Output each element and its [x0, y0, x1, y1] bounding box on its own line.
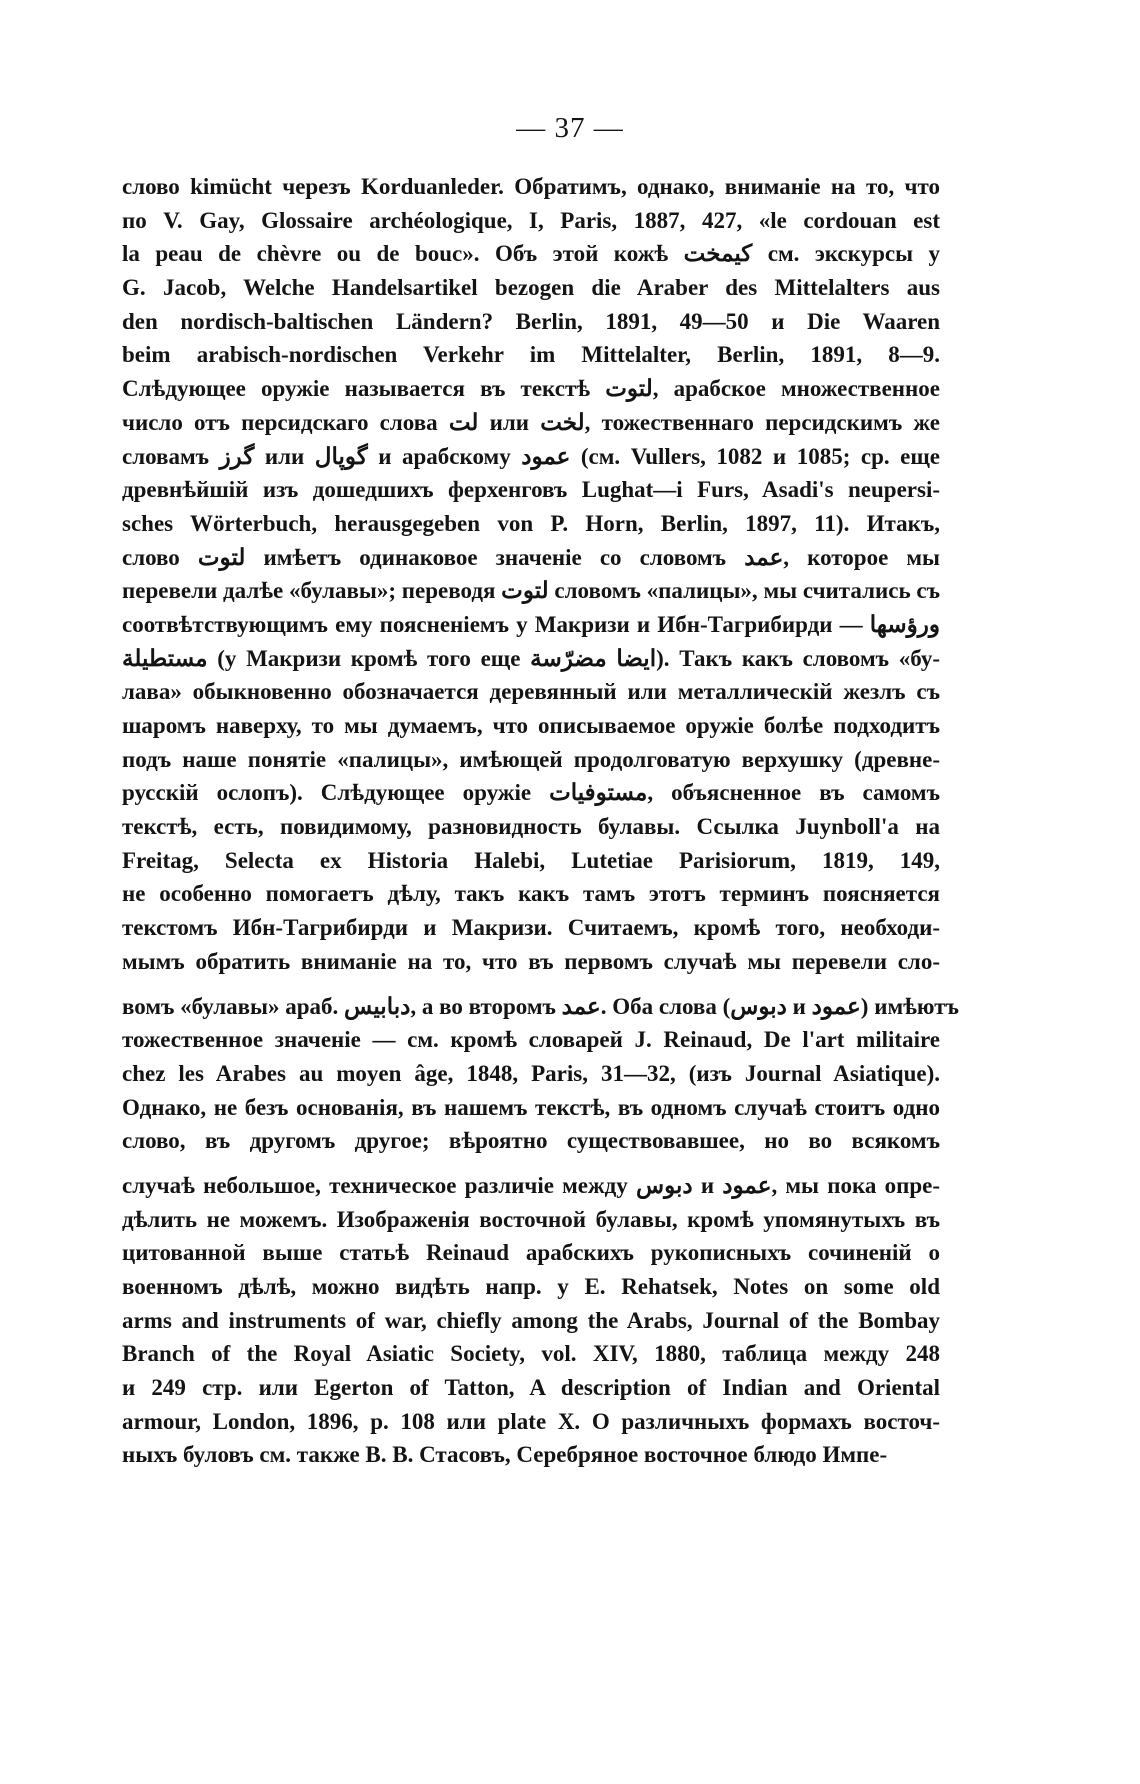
text-line: вомъ «булавы» араб. دبابيس, а во второмъ عمد. Оба слова (دبوس и عمود) имѣютъ [122, 993, 959, 1019]
text-line: مستطيلة (у Макризи кромѣ того еще ايضا مضرّسة). Такъ какъ словомъ «бу- [122, 645, 940, 671]
text-line: подъ наше понятіе «палицы», имѣющей продолговатую верхушку (древне- [122, 746, 940, 772]
text-line: beim arabisch-nordischen Verkehr im Mittelalter, Berlin, 1891, 8—9. [122, 342, 940, 368]
text-line: случаѣ небольшое, техническое различіе между دبوس и عمود, мы пока опре- [122, 1172, 940, 1198]
text-line: лава» обыкновенно обозначается деревянный или металлическій жезлъ съ [122, 679, 940, 705]
text-line: не особенно помогаетъ дѣлу, такъ какъ тамъ этотъ терминъ поясняется [122, 881, 940, 907]
text-line: русскій ослопъ). Слѣдующее оружіе مستوفيات, объясненное въ самомъ [122, 780, 940, 806]
text-line: древнѣйшій изъ дошедшихъ ферхенговъ Lughat—i Furs, Asadi's neupersi- [122, 477, 940, 503]
text-line: Слѣдующее оружіе называется въ текстѣ لتوت, арабское множественное [122, 376, 940, 402]
text-line: цитованной выше статьѣ Reinaud арабскихъ рукописныхъ сочиненій о [122, 1240, 940, 1266]
text-line: G. Jacob, Welche Handelsartikel bezogen die Araber des Mittelalters aus [122, 275, 940, 301]
text-line: arms and instruments of war, chiefly among the Arabs, Journal of the Bombay [122, 1307, 940, 1333]
page-number: — 37 — [516, 112, 624, 144]
text-line: chez les Arabes au moyen âge, 1848, Paris, 31—32, (изъ Journal Asiatique). [122, 1060, 940, 1086]
text-line: слово, въ другомъ другое; вѣроятно существовавшее, но во всякомъ [122, 1128, 940, 1154]
text-line: слово لتوت имѣетъ одинаковое значеніе со словомъ عمد, которое мы [122, 544, 941, 570]
text-line: слово kimücht черезъ Korduanleder. Обратимъ, однако, вниманіе на то, что [122, 174, 940, 199]
text-line: тожественное значеніе — см. кромѣ словарей J. Reinaud, De l'art militaire [122, 1027, 940, 1053]
text-line: sches Wörterbuch, herausgegeben von P. Horn, Berlin, 1897, 11). Итакъ, [122, 510, 940, 536]
text-line: Однако, не безъ основанія, въ нашемъ текстѣ, въ одномъ случаѣ стоитъ одно [122, 1094, 940, 1120]
text-line: текстомъ Ибн-Тагрибирди и Макризи. Считаемъ, кромѣ того, необходи- [122, 915, 940, 941]
text-line: соотвѣтствующимъ ему поясненіемъ у Макризи и Ибн-Тагрибирди — ورؤسها [122, 611, 940, 637]
text-line: шаромъ наверху, то мы думаемъ, что описываемое оружіе болѣе подходитъ [122, 713, 940, 738]
text-line: по V. Gay, Glossaire archéologique, I, Paris, 1887, 427, «le cordouan est [122, 207, 940, 233]
text-line: текстѣ, есть, повидимому, разновидность булавы. Ссылка Juynboll'a на [122, 814, 940, 840]
text-line: Freitag, Selecta ex Historia Halebi, Lutetiae Parisiorum, 1819, 149, [122, 847, 940, 873]
text-line: словамъ گرز или گوپال и арабскому عمود (см. Vullers, 1082 и 1085; ср. еще [122, 443, 940, 469]
text-line: den nordisch-baltischen Ländern? Berlin, 1891, 49—50 и Die Waaren [122, 308, 940, 334]
body-text [122, 170, 959, 1472]
text-line: la peau de chèvre ou de bouc». Объ этой кожѣ كيمخت см. экскурсы у [122, 241, 940, 267]
text-line: ныхъ буловъ см. также В. В. Стасовъ, Серебряное восточное блюдо Импе- [122, 1442, 888, 1468]
text-line: перевели далѣе «булавы»; переводя لتوت словомъ «палицы», мы считались съ [122, 578, 940, 604]
text-line: мымъ обратить вниманіе на то, что въ первомъ случаѣ мы перевели сло- [122, 948, 940, 974]
text-line: дѣлить не можемъ. Изображенія восточной булавы, кромѣ упомянутыхъ въ [122, 1206, 940, 1232]
text-line: и 249 стр. или Egerton of Tatton, A description of Indian and Oriental [122, 1375, 940, 1401]
text-line: Branch of the Royal Asiatic Society, vol. XIV, 1880, таблица между 248 [122, 1341, 940, 1367]
text-line: число отъ персидскаго слова لت или لخت, тожественнаго персидскимъ же [122, 409, 940, 435]
text-line: armour, London, 1896, p. 108 или plate X. О различныхъ формахъ восточ- [122, 1408, 940, 1434]
text-line: военномъ дѣлѣ, можно видѣть напр. у E. Rehatsek, Notes on some old [122, 1274, 940, 1299]
